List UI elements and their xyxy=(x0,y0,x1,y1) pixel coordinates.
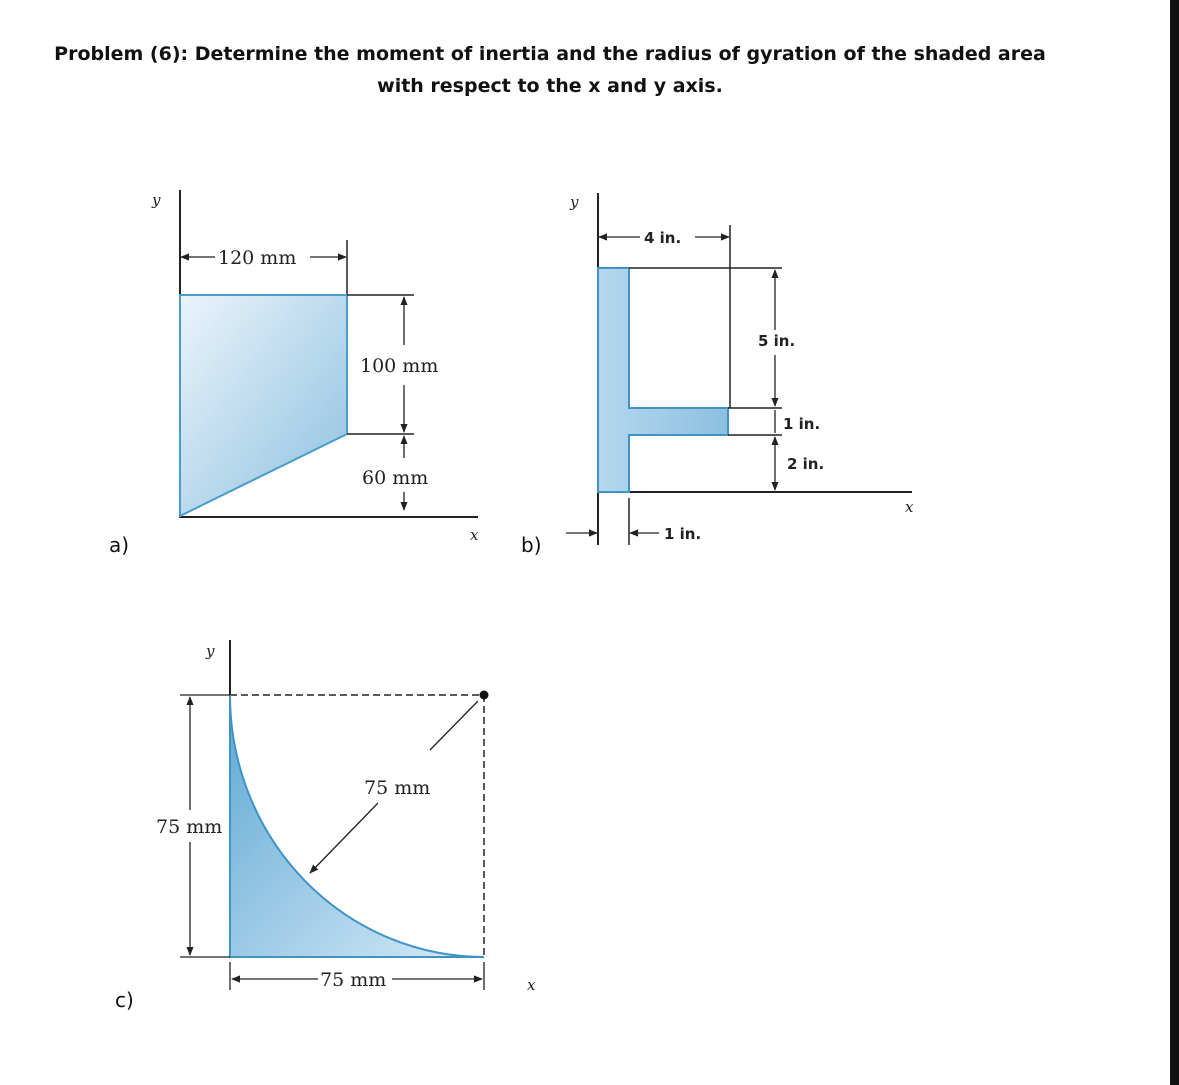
fig-b-x-label: x xyxy=(905,498,914,516)
problem-title-line-1: Problem (6): Determine the moment of inertia and the radius of gyration of the shaded area xyxy=(54,43,1046,65)
fig-c-radius-arrow xyxy=(310,803,378,873)
fig-a-dim-lower: 60 mm xyxy=(362,467,429,489)
fig-a-dim-width: 120 mm xyxy=(218,247,297,269)
fig-b-dim-height: 5 in. xyxy=(758,332,796,350)
page-edge-bar xyxy=(1170,0,1179,1085)
fig-b-dim-flange: 1 in. xyxy=(783,415,821,433)
fig-c-dim-radius: 75 mm xyxy=(364,777,431,799)
part-b-label: b) xyxy=(521,533,542,557)
fig-a-dim-upper: 100 mm xyxy=(360,355,439,377)
fig-b-y-label: y xyxy=(570,193,579,211)
fig-a-shaded-area xyxy=(180,295,347,516)
fig-b-dim-base: 2 in. xyxy=(787,455,825,473)
fig-b-dim-web: 1 in. xyxy=(664,525,702,543)
fig-c-radius-line-upper xyxy=(430,701,478,750)
figure-b xyxy=(566,193,914,545)
part-a-label: a) xyxy=(109,533,130,557)
fig-a-x-label: x xyxy=(470,526,479,544)
fig-c-dim-height: 75 mm xyxy=(156,816,223,838)
part-c-label: c) xyxy=(115,988,134,1012)
fig-a-y-label: y xyxy=(152,191,161,209)
fig-c-x-label: x xyxy=(527,976,536,994)
fig-c-y-label: y xyxy=(206,642,215,660)
figure-c xyxy=(156,640,536,994)
fig-b-dim-top: 4 in. xyxy=(644,229,682,247)
fig-b-shaded-area xyxy=(598,268,728,492)
problem-title-line-2: with respect to the x and y axis. xyxy=(377,75,723,97)
fig-c-center-point xyxy=(480,691,489,700)
figure-a xyxy=(151,190,479,544)
fig-c-dim-width: 75 mm xyxy=(320,969,387,991)
